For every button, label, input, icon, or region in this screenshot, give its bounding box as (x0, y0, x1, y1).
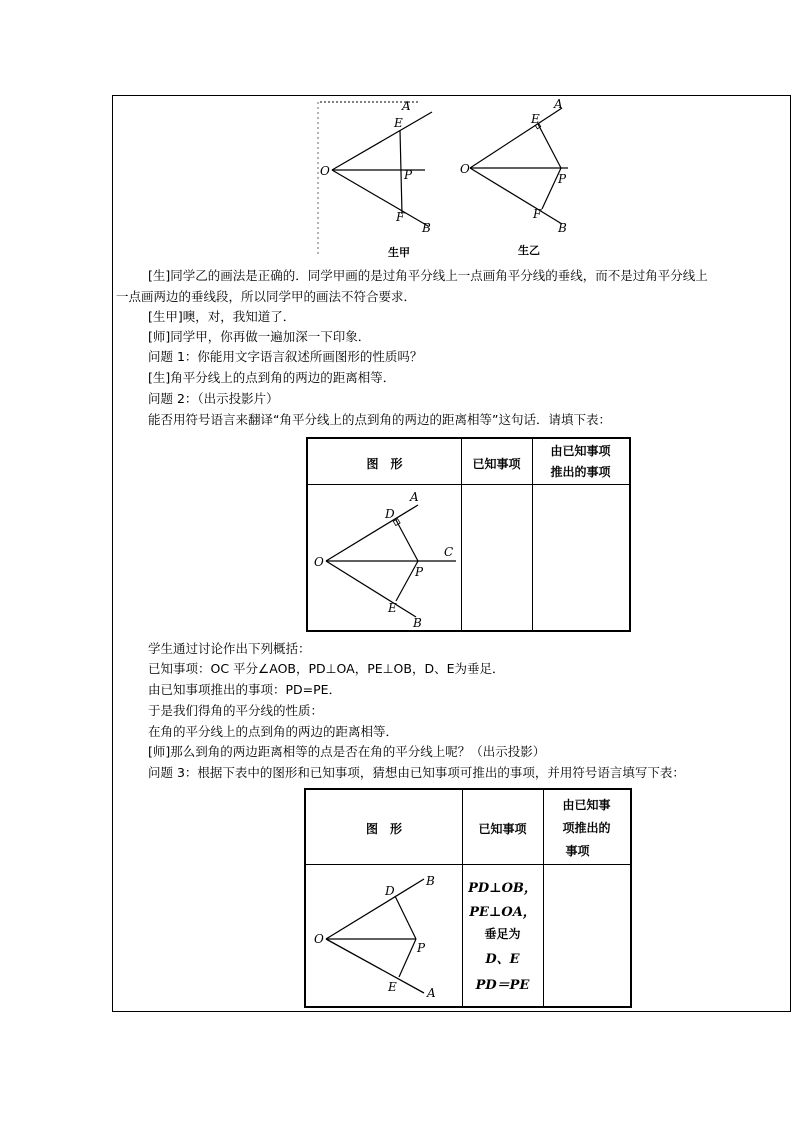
paragraph-line: 问题 2：（出示投影片） (148, 391, 279, 406)
label-D: D (385, 507, 395, 521)
label-A: A (402, 99, 411, 113)
paragraph-line: 由已知事项推出的事项：PD=PE． (148, 682, 342, 697)
known-fact-foot: 垂足为 (484, 927, 521, 941)
label-E: E (388, 601, 397, 615)
label-F: F (533, 207, 542, 221)
label-B: B (413, 616, 422, 630)
label-P: P (404, 168, 413, 182)
caption-student-a: 生甲 (388, 246, 410, 259)
table-header-derived-2: 项推出的 (562, 821, 611, 835)
label-O: O (314, 555, 324, 569)
paragraph-line: [生]角平分线上的点到角的两边的距离相等． (148, 370, 396, 385)
label-D: D (385, 884, 395, 898)
label-B: B (422, 221, 431, 235)
figure-angle-bisector (308, 485, 461, 630)
table-header-derived: 由已知事 (562, 798, 611, 812)
figure-student-drawings (300, 96, 600, 266)
label-O: O (460, 162, 470, 176)
known-fact-pd-eq-pe: PD＝PE (475, 978, 530, 993)
label-B: B (558, 221, 567, 235)
label-C: C (444, 545, 454, 559)
label-B: B (426, 874, 435, 888)
label-A: A (427, 986, 436, 1000)
paragraph-line: [师]同学甲，你再做一遍加深一下印象． (148, 329, 371, 344)
paragraph-line: 一点画两边的垂线段，所以同学甲的画法不符合要求． (116, 289, 417, 304)
label-O: O (320, 164, 330, 178)
table-header-figure: 图 形 (365, 822, 402, 836)
label-E: E (388, 980, 397, 994)
paragraph-line: 能否用符号语言来翻译“角平分线上的点到角的两边的距离相等”这句话．请填下表： (148, 412, 611, 427)
table-header-known: 已知事项 (472, 457, 521, 471)
paragraph-line: [师]那么到角的两边距离相等的点是否在角的平分线上呢？（出示投影） (148, 744, 546, 759)
paragraph-line: 问题 1：你能用文字语言叙述所画图形的性质吗？ (148, 349, 423, 364)
known-fact-pe-perp-oa: PE⊥OA， (469, 905, 536, 920)
label-P: P (558, 172, 567, 186)
property-table (306, 437, 631, 632)
known-fact-de: D、E (485, 952, 520, 967)
label-E: E (394, 116, 403, 130)
label-F: F (396, 210, 405, 224)
caption-student-b: 生乙 (518, 244, 540, 257)
label-O: O (314, 932, 324, 946)
table-header-derived-3: 事项 (565, 844, 590, 858)
paragraph-line: 已知事项：OC 平分∠AOB，PD⊥OA，PE⊥OB，D、E为垂足． (148, 661, 505, 676)
label-P: P (417, 941, 426, 955)
known-fact-pd-perp-ob: PD⊥OB， (468, 881, 537, 896)
paragraph-line: 学生通过讨论作出下列概括： (148, 641, 311, 656)
table-header-known: 已知事项 (478, 822, 527, 836)
table-header-derived: 由已知事项 (550, 444, 611, 458)
paragraph-line: 在角的平分线上的点到角的两边的距离相等． (148, 724, 399, 739)
label-A: A (410, 490, 419, 504)
converse-table (304, 788, 632, 1008)
label-P: P (415, 565, 424, 579)
paragraph-line: 于是我们得角的平分线的性质： (148, 703, 324, 718)
label-E: E (531, 112, 540, 126)
figure-converse (306, 865, 462, 1006)
paragraph-line: 问题 3：根据下表中的图形和已知事项，猜想由已知事项可推出的事项，并用符号语言填写下表： (148, 765, 685, 780)
paragraph-line: [生]同学乙的画法是正确的．同学甲画的是过角平分线上一点画角平分线的垂线，而不是过角平分线上 (148, 268, 708, 283)
label-A: A (554, 97, 563, 111)
table-header-figure: 图 形 (366, 457, 403, 471)
table-header-derived-2: 推出的事项 (550, 465, 611, 479)
paragraph-line: [生甲]噢，对，我知道了． (148, 309, 296, 324)
